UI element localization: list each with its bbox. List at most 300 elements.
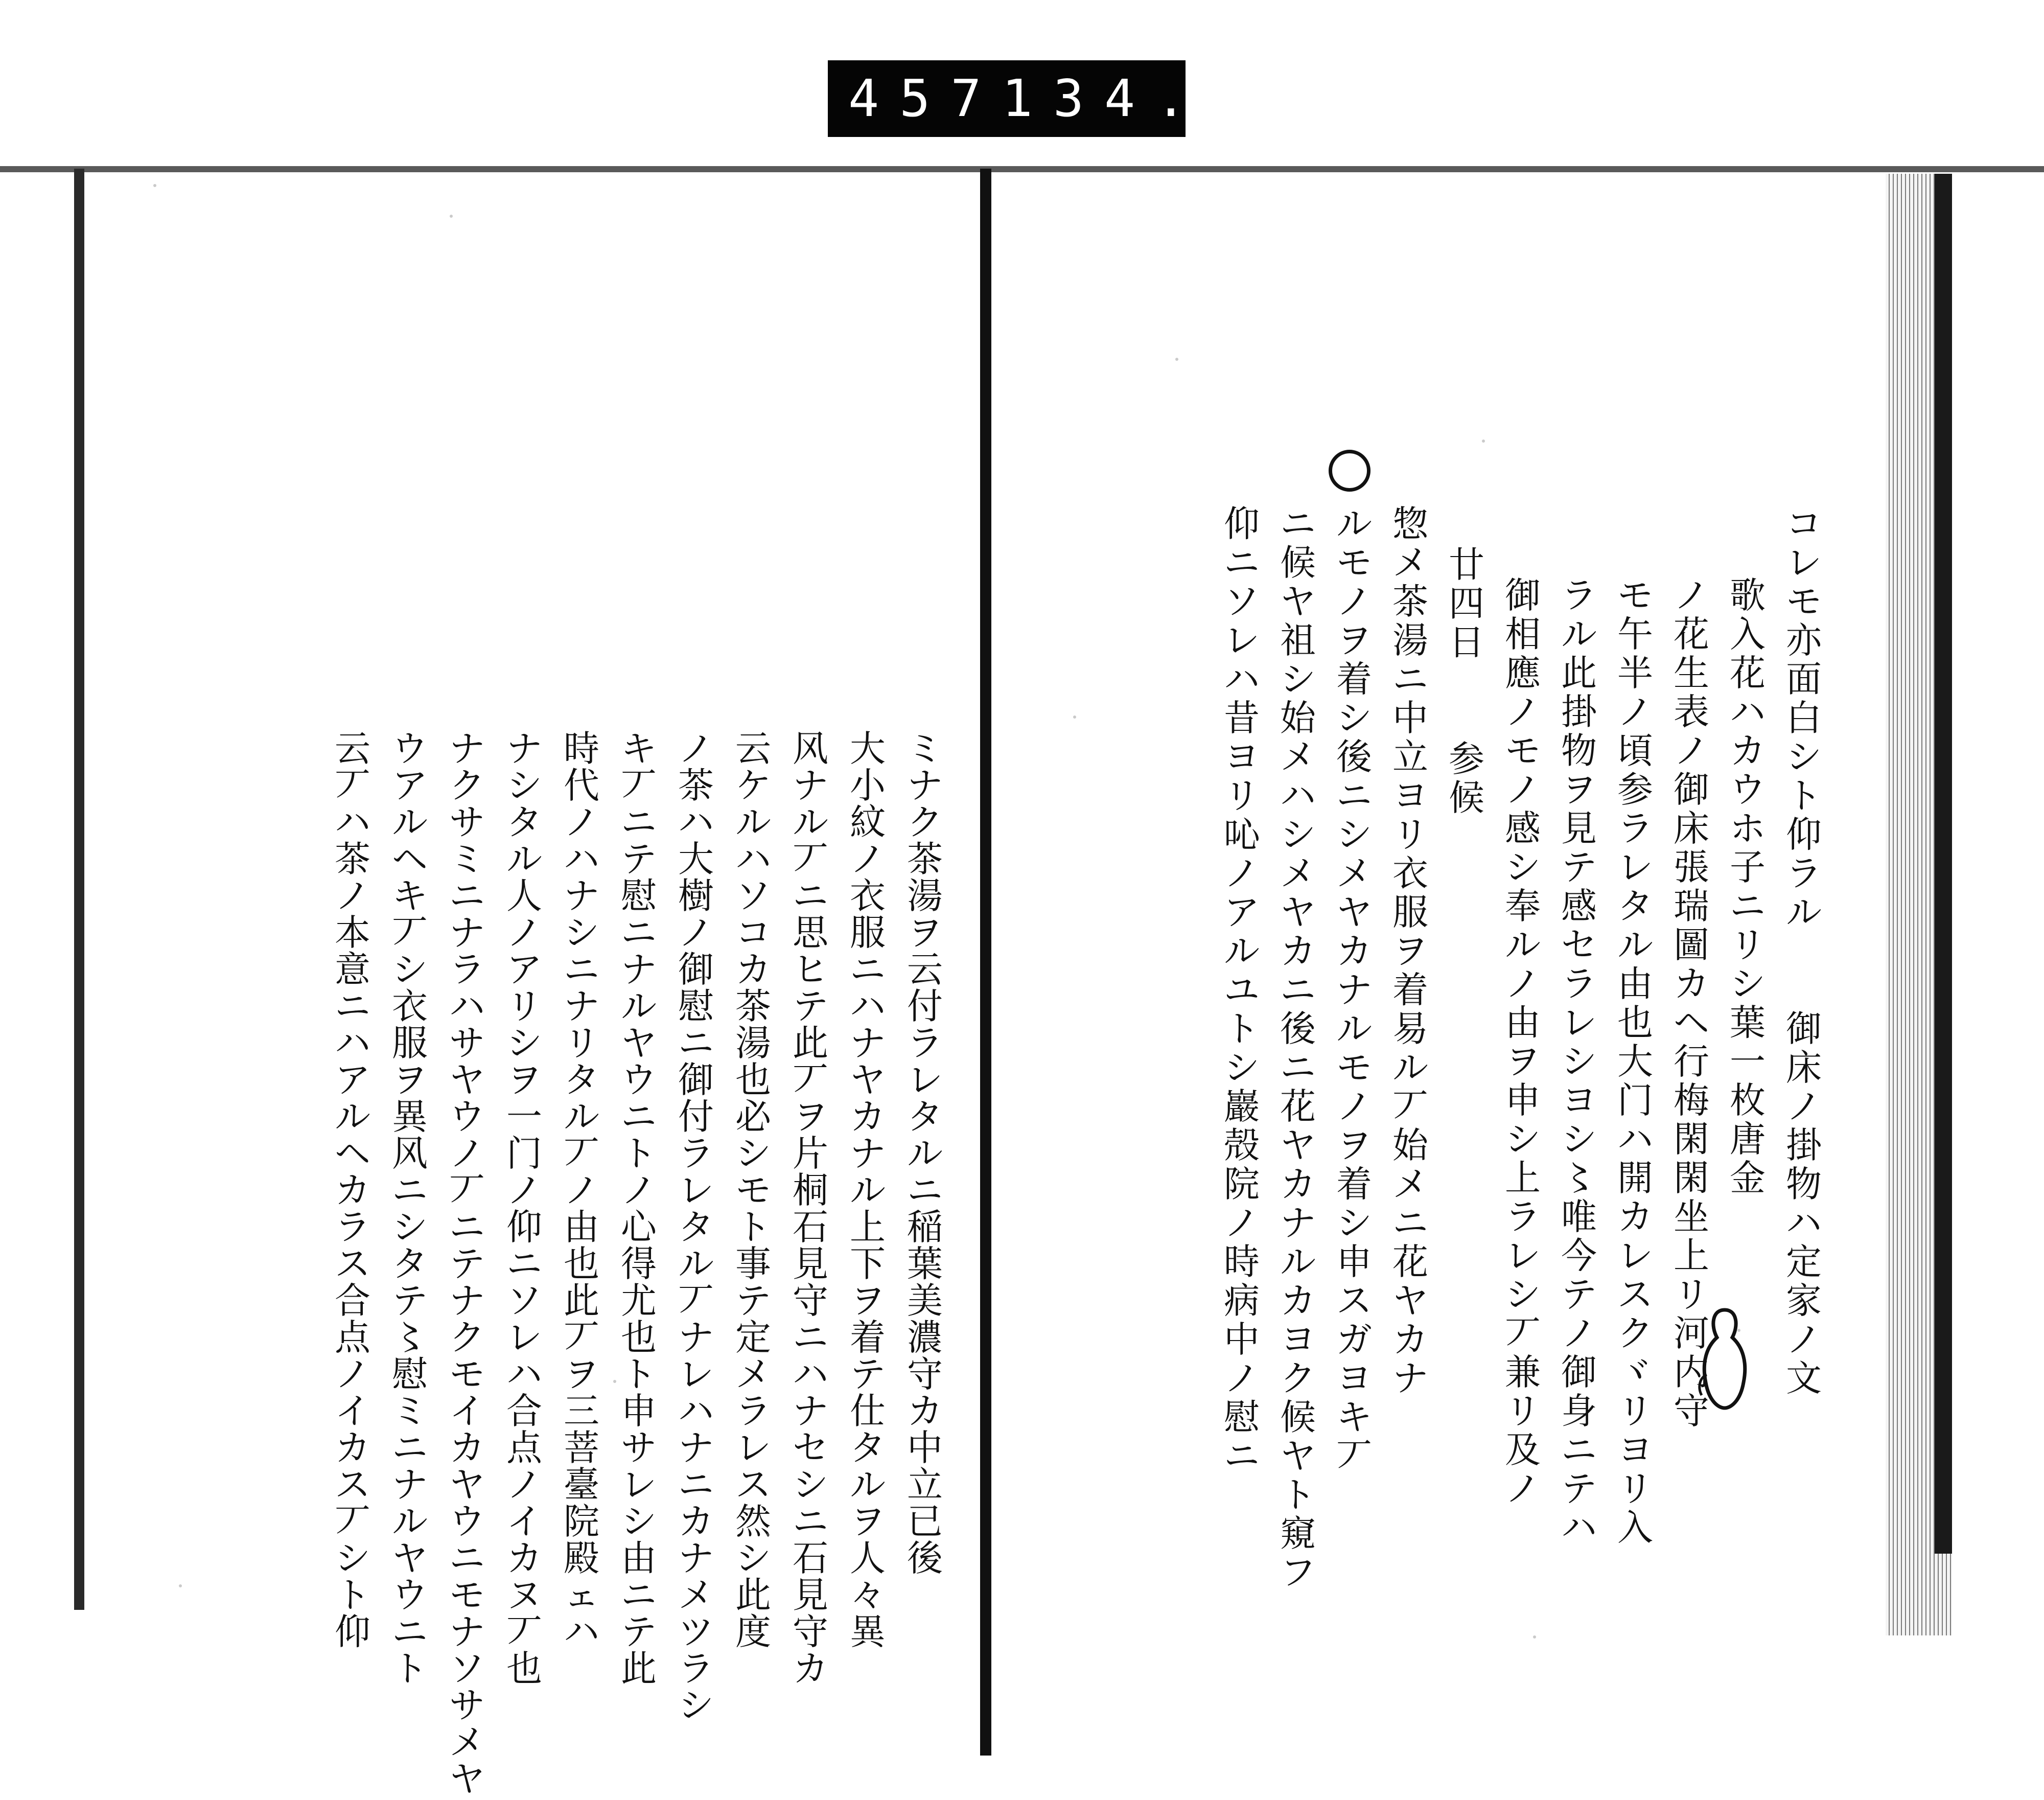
character-glyph: ナ xyxy=(907,765,943,806)
character-glyph: レ xyxy=(1617,846,1653,888)
volume-number: 457 xyxy=(848,68,1002,128)
character-glyph: 坐 xyxy=(1674,1196,1709,1238)
character-glyph: カ xyxy=(506,1537,542,1579)
character-glyph: サ xyxy=(449,801,485,843)
character-glyph: 内 xyxy=(1674,1351,1709,1393)
book-gutter xyxy=(980,169,991,1756)
character-glyph: 付 xyxy=(678,1096,714,1138)
character-glyph: 仰 xyxy=(1224,503,1260,545)
character-glyph: ヲ xyxy=(850,1280,886,1322)
character-glyph: カ xyxy=(1674,963,1709,1005)
character-glyph: メ xyxy=(735,1353,771,1395)
character-glyph: モ xyxy=(1617,574,1653,616)
character-glyph: ノ xyxy=(678,912,714,954)
character-glyph: ル xyxy=(506,838,542,880)
page-number: 134. xyxy=(1002,68,1207,128)
character-glyph: 閑 xyxy=(1674,1118,1709,1160)
character-glyph: カ xyxy=(1617,1196,1653,1238)
character-glyph: シ xyxy=(1561,1118,1597,1160)
character-glyph: ニ xyxy=(850,949,886,990)
character-glyph: ナ xyxy=(678,1537,714,1579)
character-glyph: ノ xyxy=(1561,1312,1597,1354)
character-glyph: リ xyxy=(1674,1274,1709,1316)
scan-speck xyxy=(1533,1635,1536,1639)
character-glyph: 茶 xyxy=(735,985,771,1027)
character-glyph: 参 xyxy=(1617,769,1653,811)
character-glyph: 也 xyxy=(506,1648,542,1690)
character-glyph: 服 xyxy=(392,1022,428,1064)
character-glyph: 此 xyxy=(564,1280,599,1322)
character-glyph: ト xyxy=(735,1206,771,1248)
character-glyph: ラ xyxy=(1561,963,1597,1005)
character-glyph: リ xyxy=(1392,814,1428,856)
character-glyph: メ xyxy=(1392,1163,1428,1205)
character-glyph: 此 xyxy=(621,1648,657,1690)
character-glyph: 院 xyxy=(1224,1163,1260,1205)
character-glyph: 上 xyxy=(850,1206,886,1248)
character-glyph: ナ xyxy=(1280,1202,1316,1244)
character-glyph: 昔 xyxy=(1224,697,1260,739)
character-glyph: ニ xyxy=(1336,775,1372,817)
character-glyph: 人 xyxy=(506,875,542,917)
character-glyph: ヤ xyxy=(850,1059,886,1101)
character-glyph: シ xyxy=(735,1537,771,1579)
character-glyph: 立 xyxy=(907,1464,943,1506)
character-glyph: 歌 xyxy=(1730,574,1766,616)
character-glyph: 慰 xyxy=(1224,1396,1260,1438)
character-glyph: 見 xyxy=(793,1243,828,1285)
character-glyph: 茶 xyxy=(335,838,370,880)
character-glyph: 文 xyxy=(1786,1357,1822,1399)
character-glyph: ナ xyxy=(850,1022,886,1064)
character-glyph: ウ xyxy=(449,1096,485,1138)
character-glyph: ノ xyxy=(506,912,542,954)
character-glyph: 服 xyxy=(850,912,886,954)
character-glyph: ノ xyxy=(449,1133,485,1174)
character-glyph: 頃 xyxy=(1617,730,1653,772)
character-glyph: 掛 xyxy=(1561,691,1597,733)
character-glyph: 花 xyxy=(1280,1086,1316,1127)
character-glyph: ノ xyxy=(564,1169,599,1211)
character-glyph: ト xyxy=(621,1353,657,1395)
character-glyph: セ xyxy=(1561,924,1597,966)
character-glyph: タ xyxy=(850,1427,886,1469)
character-glyph: ニ xyxy=(678,1022,714,1064)
character-glyph: 應 xyxy=(1505,652,1541,694)
character-glyph: ノ xyxy=(506,1169,542,1211)
character-glyph: 丆 xyxy=(564,1317,599,1358)
character-glyph: 候 xyxy=(1280,542,1316,584)
character-glyph: 紋 xyxy=(850,801,886,843)
character-glyph: ミ xyxy=(907,728,943,770)
character-glyph: シ xyxy=(1561,1041,1597,1082)
character-glyph: 守 xyxy=(793,1611,828,1653)
character-glyph: ト xyxy=(621,1133,657,1174)
character-glyph: 仰 xyxy=(335,1611,370,1653)
character-glyph: 御 xyxy=(1561,1351,1597,1393)
character-glyph: タ xyxy=(392,1243,428,1285)
book-top-edge xyxy=(0,166,2044,172)
character-glyph: モ xyxy=(1786,581,1822,622)
character-glyph: ヲ xyxy=(793,1096,828,1138)
scan-speck xyxy=(179,1584,182,1587)
character-glyph: レ xyxy=(1224,619,1260,661)
character-glyph: ニ xyxy=(621,1574,657,1616)
character-glyph: ク xyxy=(449,1317,485,1358)
character-glyph: テ xyxy=(1561,1274,1597,1316)
character-glyph: ス xyxy=(335,1243,370,1285)
character-glyph: ル xyxy=(392,1501,428,1542)
character-glyph: ナ xyxy=(564,985,599,1027)
character-glyph: ラ xyxy=(1561,574,1597,616)
character-glyph: テ xyxy=(392,1280,428,1322)
character-glyph: 吣 xyxy=(1224,814,1260,856)
circle-mark xyxy=(1329,450,1371,492)
character-glyph: ヤ xyxy=(449,1464,485,1506)
character-glyph: 梅 xyxy=(1674,1079,1709,1121)
character-glyph: 丆 xyxy=(1336,1435,1372,1477)
character-glyph: ウ xyxy=(392,1574,428,1616)
character-glyph: 身 xyxy=(1561,1390,1597,1432)
character-glyph: 一 xyxy=(1730,1041,1766,1082)
character-glyph: ニ xyxy=(1280,503,1316,545)
character-glyph: 丆 xyxy=(392,912,428,954)
character-glyph: 着 xyxy=(850,1317,886,1358)
page-stack-edge xyxy=(1886,174,1952,1635)
character-glyph: 菩 xyxy=(564,1427,599,1469)
character-glyph: ナ xyxy=(506,728,542,770)
character-glyph: 始 xyxy=(1280,697,1316,739)
character-glyph: ニ xyxy=(621,912,657,954)
character-glyph: リ xyxy=(1730,924,1766,966)
character-glyph: テ xyxy=(449,1243,485,1285)
character-glyph: 云 xyxy=(335,728,370,770)
character-glyph: ル xyxy=(335,1096,370,1138)
character-glyph: 中 xyxy=(907,1427,943,1469)
character-glyph: ス xyxy=(735,1464,771,1506)
character-glyph: ト xyxy=(335,1574,370,1616)
character-glyph: ノ xyxy=(1505,691,1541,733)
character-glyph: ヲ xyxy=(1336,619,1372,661)
character-glyph: 得 xyxy=(621,1243,657,1285)
character-glyph: 一 xyxy=(506,1096,542,1138)
character-glyph: カ xyxy=(335,1169,370,1211)
character-glyph: ヌ xyxy=(506,1574,542,1616)
character-glyph: ル xyxy=(1561,613,1597,655)
character-glyph: ヤ xyxy=(621,1022,657,1064)
character-glyph: ヨ xyxy=(1280,1319,1316,1360)
character-glyph: 上 xyxy=(1505,1157,1541,1199)
character-glyph: 尤 xyxy=(621,1280,657,1322)
character-glyph: レ xyxy=(678,1169,714,1211)
character-glyph: 衣 xyxy=(1392,852,1428,894)
character-glyph: テ xyxy=(621,838,657,880)
character-glyph: ク xyxy=(449,765,485,806)
character-glyph: ラ xyxy=(907,1022,943,1064)
character-glyph: 葉 xyxy=(1730,1002,1766,1044)
character-glyph: レ xyxy=(1786,542,1822,584)
character-glyph: 亦 xyxy=(1786,619,1822,661)
character-glyph: 由 xyxy=(621,1537,657,1579)
scan-speck xyxy=(766,1533,770,1536)
character-glyph: 申 xyxy=(621,1390,657,1432)
character-glyph: コ xyxy=(735,912,771,954)
character-glyph: ニ xyxy=(1730,885,1766,927)
character-glyph: ク xyxy=(1617,1312,1653,1354)
character-glyph: 始 xyxy=(1392,1124,1428,1166)
character-glyph: 丆 xyxy=(449,1169,485,1211)
character-glyph: ヲ xyxy=(1392,930,1428,972)
character-glyph: 御 xyxy=(1505,574,1541,616)
character-glyph: 茶 xyxy=(1392,581,1428,622)
character-glyph: レ xyxy=(506,1317,542,1358)
character-glyph: 〻 xyxy=(1561,1157,1597,1199)
character-glyph: ニ xyxy=(335,985,370,1027)
character-glyph: ウ xyxy=(392,728,428,770)
character-glyph: 掛 xyxy=(1786,1124,1822,1166)
character-glyph: 惣 xyxy=(1392,503,1428,545)
character-glyph: レ xyxy=(678,1353,714,1395)
character-glyph: ア xyxy=(392,765,428,806)
character-glyph: ヤ xyxy=(1336,891,1372,933)
character-glyph: ヤ xyxy=(1280,1435,1316,1477)
character-glyph: 々 xyxy=(850,1574,886,1616)
character-glyph: 感 xyxy=(1561,885,1597,927)
character-glyph: ソ xyxy=(1224,581,1260,622)
character-glyph: キ xyxy=(392,875,428,917)
character-glyph: ル xyxy=(850,1464,886,1506)
character-glyph: ラ xyxy=(1617,807,1653,849)
character-glyph: 立 xyxy=(1392,736,1428,778)
character-glyph: カ xyxy=(850,1096,886,1138)
character-glyph: 合 xyxy=(335,1280,370,1322)
character-glyph: 也 xyxy=(735,1059,771,1101)
character-glyph: モ xyxy=(1336,542,1372,584)
character-glyph: 白 xyxy=(1786,697,1822,739)
character-glyph: リ xyxy=(1224,775,1260,817)
character-glyph: テ xyxy=(850,1353,886,1395)
character-glyph: コ xyxy=(1786,503,1822,545)
character-glyph: ヲ xyxy=(392,1059,428,1101)
character-glyph: ヨ xyxy=(1617,1429,1653,1471)
character-glyph: ノ xyxy=(564,801,599,843)
character-glyph: ヤ xyxy=(1280,581,1316,622)
character-glyph: ク xyxy=(907,801,943,843)
character-glyph: ク xyxy=(1280,1357,1316,1399)
character-glyph: ヲ xyxy=(506,1059,542,1101)
character-glyph: 候 xyxy=(1280,1396,1316,1438)
character-glyph: 点 xyxy=(335,1317,370,1358)
scan-speck xyxy=(613,1380,616,1383)
character-glyph: 瑞 xyxy=(1674,885,1709,927)
character-glyph: 人 xyxy=(850,1537,886,1579)
character-glyph: 臺 xyxy=(564,1464,599,1506)
character-glyph: 易 xyxy=(1392,1008,1428,1050)
character-glyph: ハ xyxy=(793,1353,828,1395)
character-glyph: シ xyxy=(1336,697,1372,739)
character-glyph: テ xyxy=(793,985,828,1027)
character-glyph: 大 xyxy=(850,728,886,770)
character-glyph: ニ xyxy=(392,1169,428,1211)
character-glyph: ソ xyxy=(449,1648,485,1690)
character-glyph: ノ xyxy=(1786,1086,1822,1127)
character-glyph: シ xyxy=(678,1684,714,1726)
character-glyph: 大 xyxy=(678,838,714,880)
character-glyph: 此 xyxy=(793,1022,828,1064)
character-glyph: シ xyxy=(1505,846,1541,888)
character-glyph: 片 xyxy=(793,1133,828,1174)
character-glyph: フ xyxy=(1280,1552,1316,1594)
character-glyph: 此 xyxy=(1561,652,1597,694)
character-glyph: イ xyxy=(506,1501,542,1542)
character-glyph: レ xyxy=(1505,1235,1541,1277)
character-glyph: ニ xyxy=(1392,658,1428,700)
character-glyph: 日 xyxy=(1449,621,1484,663)
character-glyph: 稲 xyxy=(907,1206,943,1248)
character-glyph: 点 xyxy=(506,1427,542,1469)
character-glyph: 定 xyxy=(1786,1241,1822,1283)
character-glyph: ヨ xyxy=(1336,1357,1372,1399)
scan-speck xyxy=(1737,1329,1740,1332)
character-glyph: カ xyxy=(907,1390,943,1432)
character-glyph: ル xyxy=(907,1133,943,1174)
character-glyph: ル xyxy=(1336,1008,1372,1050)
character-glyph: ノ xyxy=(1617,691,1653,733)
character-glyph: 行 xyxy=(1674,1041,1709,1082)
character-glyph: ハ xyxy=(1617,1118,1653,1160)
character-glyph: 丆 xyxy=(335,1501,370,1542)
character-glyph: ヤ xyxy=(1280,891,1316,933)
character-glyph: 半 xyxy=(1617,652,1653,694)
character-glyph: 由 xyxy=(1505,1002,1541,1044)
character-glyph: ラ xyxy=(1505,1196,1541,1238)
character-glyph: シ xyxy=(335,1537,370,1579)
character-glyph: ノ xyxy=(1224,1202,1260,1244)
character-glyph: ノ xyxy=(1674,730,1709,772)
character-glyph: 床 xyxy=(1674,807,1709,849)
character-glyph: 枚 xyxy=(1730,1079,1766,1121)
character-glyph: 茶 xyxy=(907,838,943,880)
character-glyph: ナ xyxy=(678,1317,714,1358)
character-glyph: 合 xyxy=(506,1390,542,1432)
character-glyph: 丆 xyxy=(1505,1312,1541,1354)
character-glyph: 石 xyxy=(793,1206,828,1248)
character-glyph: 子 xyxy=(1730,846,1766,888)
character-glyph: ニ xyxy=(449,1206,485,1248)
character-glyph: シ xyxy=(621,1501,657,1542)
character-glyph: 異 xyxy=(850,1611,886,1653)
character-glyph: ハ xyxy=(506,1353,542,1395)
character-glyph: 御 xyxy=(678,949,714,990)
character-glyph: ト xyxy=(1224,1008,1260,1050)
character-glyph: メ xyxy=(1336,852,1372,894)
character-glyph: ハ xyxy=(335,801,370,843)
character-glyph: ハ xyxy=(335,1022,370,1064)
character-glyph: ヲ xyxy=(564,1353,599,1395)
character-glyph: ト xyxy=(1280,1474,1316,1516)
character-glyph: 代 xyxy=(564,765,599,806)
character-glyph: シ xyxy=(392,949,428,990)
character-glyph: 物 xyxy=(1561,730,1597,772)
character-glyph: ヨ xyxy=(1224,736,1260,778)
character-glyph: ノ xyxy=(1674,574,1709,616)
character-glyph: テ xyxy=(735,1280,771,1322)
character-glyph: 上 xyxy=(1674,1235,1709,1277)
character-glyph: カ xyxy=(1730,730,1766,772)
character-glyph: レ xyxy=(735,1427,771,1469)
character-glyph: ノ xyxy=(850,838,886,880)
character-glyph: ニ xyxy=(564,949,599,990)
character-glyph: ニ xyxy=(1280,1047,1316,1089)
character-glyph: 時 xyxy=(564,728,599,770)
character-glyph: ラ xyxy=(678,1648,714,1690)
character-glyph: ル xyxy=(1280,1241,1316,1283)
character-glyph: ノ xyxy=(1786,1319,1822,1360)
character-glyph: 着 xyxy=(1392,969,1428,1011)
character-glyph: ニ xyxy=(621,1096,657,1138)
character-glyph: テ xyxy=(1561,846,1597,888)
archive-id-label xyxy=(828,60,1207,137)
character-glyph: 病 xyxy=(1224,1280,1260,1322)
character-glyph: 後 xyxy=(1280,1008,1316,1050)
character-glyph: 奉 xyxy=(1505,885,1541,927)
character-glyph: モ xyxy=(449,1353,485,1395)
character-glyph: ニ xyxy=(1392,1202,1428,1244)
scan-speck xyxy=(1073,716,1076,719)
character-glyph: 兼 xyxy=(1505,1351,1541,1393)
character-glyph: ヨ xyxy=(1392,775,1428,817)
character-glyph: 也 xyxy=(564,1243,599,1285)
book-left-edge xyxy=(74,169,84,1610)
character-glyph: ニ xyxy=(392,1611,428,1653)
character-glyph: モ xyxy=(449,1574,485,1616)
character-glyph: ハ xyxy=(564,838,599,880)
character-glyph: 祖 xyxy=(1280,619,1316,661)
character-glyph: ニ xyxy=(793,1501,828,1542)
character-glyph: 门 xyxy=(506,1133,542,1174)
character-glyph: 事 xyxy=(735,1243,771,1285)
character-glyph: ノ xyxy=(1336,581,1372,622)
character-glyph: ソ xyxy=(735,875,771,917)
character-glyph: ナ xyxy=(793,765,828,806)
character-glyph: カ xyxy=(335,1427,370,1469)
character-glyph: 感 xyxy=(1505,807,1541,849)
character-glyph: ノ xyxy=(1224,852,1260,894)
character-glyph: ユ xyxy=(1224,969,1260,1011)
character-glyph: シ xyxy=(1280,658,1316,700)
character-glyph: シ xyxy=(506,765,542,806)
character-glyph: ラ xyxy=(335,1206,370,1248)
character-glyph: ル xyxy=(1336,503,1372,545)
character-glyph: ノ xyxy=(1505,963,1541,1005)
character-glyph: ナ xyxy=(449,1611,485,1653)
character-glyph: 申 xyxy=(1336,1241,1372,1283)
character-glyph: 由 xyxy=(564,1206,599,1248)
character-glyph: サ xyxy=(449,1022,485,1064)
character-glyph: ノ xyxy=(1505,1468,1541,1510)
character-glyph: 仕 xyxy=(850,1390,886,1432)
character-glyph: シ xyxy=(564,912,599,954)
character-glyph: 由 xyxy=(1617,963,1653,1005)
character-glyph: ハ xyxy=(1730,691,1766,733)
character-glyph: モ xyxy=(1336,1047,1372,1089)
character-glyph: ト xyxy=(1786,775,1822,817)
character-glyph: ヤ xyxy=(449,1758,485,1800)
character-glyph: ニ xyxy=(449,875,485,917)
character-glyph: ナ xyxy=(449,1280,485,1322)
character-glyph: ル xyxy=(1505,924,1541,966)
character-glyph: 張 xyxy=(1674,846,1709,888)
